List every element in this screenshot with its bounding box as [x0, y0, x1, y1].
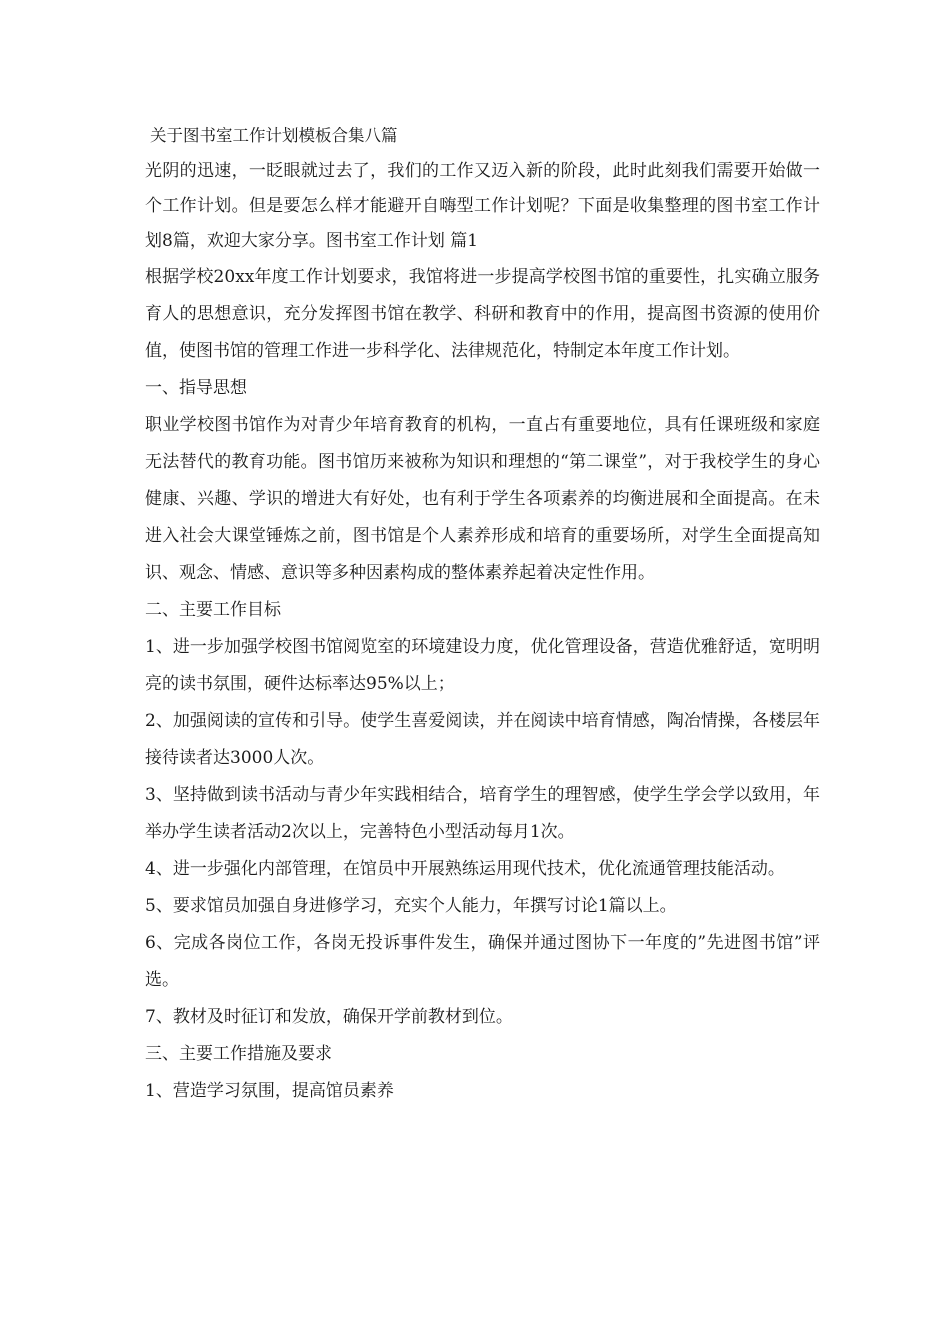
list-item: 4、进一步强化内部管理，在馆员中开展熟练运用现代技术，优化流通管理技能活动。	[145, 859, 785, 879]
intro-paragraph: 光阴的迅速，一眨眼就过去了，我们的工作又迈入新的阶段，此时此刻我们需要开始做一个工作计划。但是要怎么样才能避开自嗨型工作计划呢？下面是收集整理的图书室工作计划8篇，欢迎大家分享。图书室工作计划 篇1	[145, 161, 820, 251]
list-item: 1、营造学习氛围，提高馆员素养	[145, 1081, 394, 1101]
list-item: 1、进一步加强学校图书馆阅览室的环境建设力度，优化管理设备，营造优雅舒适，宽明明亮的读书氛围，硬件达标率达95%以上；	[145, 637, 820, 694]
section-guiding-ideology	[145, 370, 820, 592]
section-heading: 一、指导思想	[145, 378, 247, 398]
section-measures	[145, 1036, 820, 1110]
document-page	[145, 118, 820, 1110]
section-heading: 三、主要工作措施及要求	[145, 1044, 332, 1064]
section-main-goals	[145, 592, 820, 1036]
section-body: 职业学校图书馆作为对青少年培育教育的机构，一直占有重要地位，具有任课班级和家庭无法替代的教育功能。图书馆历来被称为知识和理想的“第二课堂”，对于我校学生的身心健康、兴趣、学识的增进大有好处，也有利于学生各项素养的均衡进展和全面提高。在未进入社会大课堂锤炼之前，图书馆是个人素养形成和培育的重要场所，对学生全面提高知识、观念、情感、意识等多种因素构成的整体素养起着决定性作用。	[145, 415, 820, 583]
list-item: 5、要求馆员加强自身进修学习，充实个人能力，年撰写讨论1篇以上。	[145, 896, 677, 916]
list-item: 3、坚持做到读书活动与青少年实践相结合，培育学生的理智感，使学生学会学以致用，年举办学生读者活动2次以上，完善特色小型活动每月1次。	[145, 785, 820, 842]
list-item: 7、教材及时征订和发放，确保开学前教材到位。	[145, 1007, 513, 1027]
document-title: 关于图书室工作计划模板合集八篇	[150, 126, 398, 145]
section-heading: 二、主要工作目标	[145, 600, 281, 620]
plan-paragraph: 根据学校20xx年度工作计划要求，我馆将进一步提高学校图书馆的重要性，扎实确立服务育人的思想意识，充分发挥图书馆在教学、科研和教育中的作用，提高图书资源的使用价值，使图书馆的管理工作进一步科学化、法律规范化，特制定本年度工作计划。	[145, 267, 820, 361]
list-item: 2、加强阅读的宣传和引导。使学生喜爱阅读，并在阅读中培育情感，陶冶情操，各楼层年接待读者达3000人次。	[145, 711, 820, 768]
list-item: 6、完成各岗位工作，各岗无投诉事件发生，确保并通过图协下一年度的”先进图书馆”评选。	[145, 933, 820, 990]
